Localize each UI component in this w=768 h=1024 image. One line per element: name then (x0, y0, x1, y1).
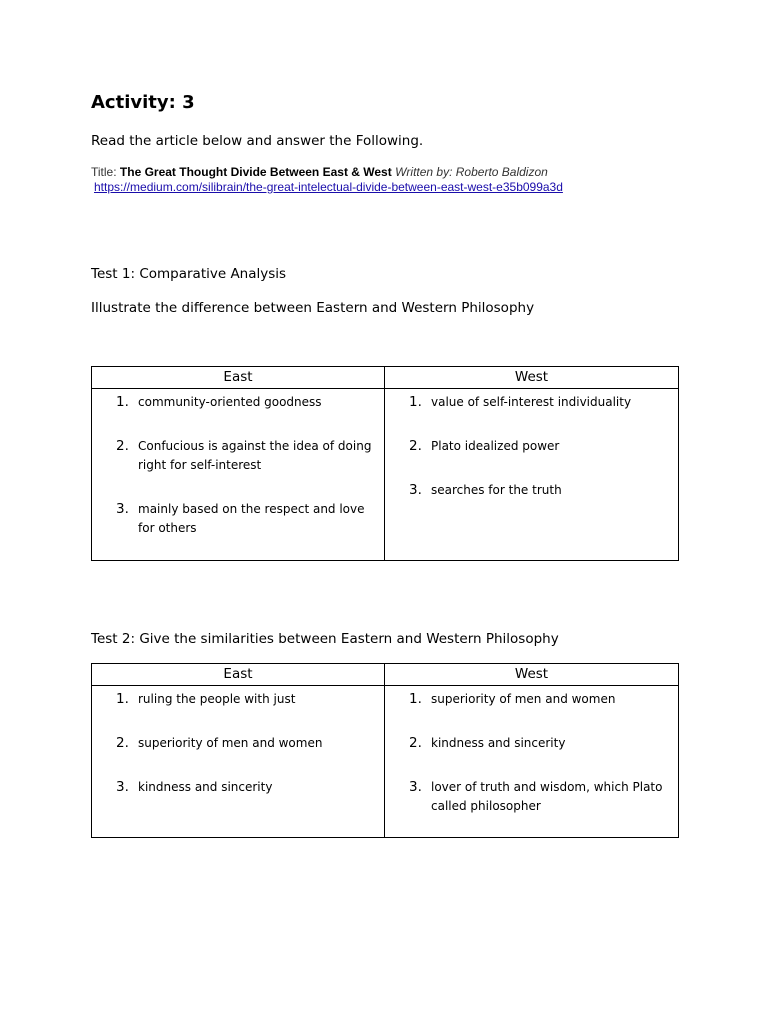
difference-table (91, 366, 679, 561)
west-differences-list (409, 393, 670, 500)
east-column-header: East (92, 367, 385, 389)
article-byline: Written by: Roberto Baldizon (395, 165, 548, 179)
item-number: 2. (116, 438, 129, 454)
east-similarities-cell (92, 686, 385, 838)
west-similarities-cell (385, 686, 679, 838)
east-column-header: East (92, 664, 385, 686)
test1-lead: Test 1: (91, 266, 136, 282)
item-number: 1. (409, 691, 422, 707)
article-link[interactable]: https://medium.com/silibrain/the-great-intelectual-divide-between-east-west-e35b099a3d (94, 180, 563, 194)
west-similarities-list (409, 690, 670, 816)
item-number: 2. (116, 735, 129, 751)
test1-title: Comparative Analysis (139, 266, 287, 282)
article-title: The Great Thought Divide Between East & West (119, 165, 392, 179)
item-text: superiority of men and women (431, 692, 616, 706)
item-text: community-oriented goodness (138, 395, 322, 409)
list-item (409, 734, 670, 753)
article-source (91, 165, 563, 195)
east-differences-list (116, 393, 376, 538)
item-number: 2. (409, 438, 422, 454)
item-number: 3. (116, 501, 129, 517)
item-text: kindness and sincerity (138, 780, 273, 794)
test2-lead: Test 2: (91, 631, 136, 647)
item-text: mainly based on the respect and love for others (138, 502, 365, 535)
title-label: Title: (91, 165, 117, 179)
list-item (116, 734, 376, 753)
item-number: 3. (409, 779, 422, 795)
item-text: lover of truth and wisdom, which Plato called philosopher (431, 780, 663, 813)
list-item (116, 393, 376, 412)
list-item (409, 778, 670, 816)
item-number: 2. (409, 735, 422, 751)
item-text: ruling the people with just (138, 692, 296, 706)
item-text: searches for the truth (431, 483, 562, 497)
item-number: 1. (116, 691, 129, 707)
test2-title: Give the similarities between Eastern and Western Philosophy (139, 631, 559, 647)
activity-title: Activity: 3 (91, 92, 195, 113)
west-column-header: West (385, 367, 679, 389)
item-text: Plato idealized power (431, 439, 560, 453)
item-text: kindness and sincerity (431, 736, 566, 750)
test1-heading (91, 266, 286, 282)
test2-heading (91, 631, 559, 647)
item-text: value of self-interest individuality (431, 395, 632, 409)
list-item (116, 437, 376, 475)
west-column-header: West (385, 664, 679, 686)
east-differences-cell (92, 389, 385, 561)
similarities-table (91, 663, 679, 838)
list-item (116, 778, 376, 797)
list-item (116, 500, 376, 538)
item-number: 1. (116, 394, 129, 410)
list-item (409, 481, 670, 500)
list-item (409, 393, 670, 412)
item-number: 3. (409, 482, 422, 498)
item-number: 1. (409, 394, 422, 410)
test1-question: Illustrate the difference between Eastern and Western Philosophy (91, 300, 535, 316)
item-text: superiority of men and women (138, 736, 323, 750)
instruction-text: Read the article below and answer the Following. (91, 133, 424, 149)
west-differences-cell (385, 389, 679, 561)
item-text: Confucious is against the idea of doing right for self-interest (138, 439, 372, 472)
east-similarities-list (116, 690, 376, 797)
list-item (116, 690, 376, 709)
list-item (409, 690, 670, 709)
item-number: 3. (116, 779, 129, 795)
list-item (409, 437, 670, 456)
